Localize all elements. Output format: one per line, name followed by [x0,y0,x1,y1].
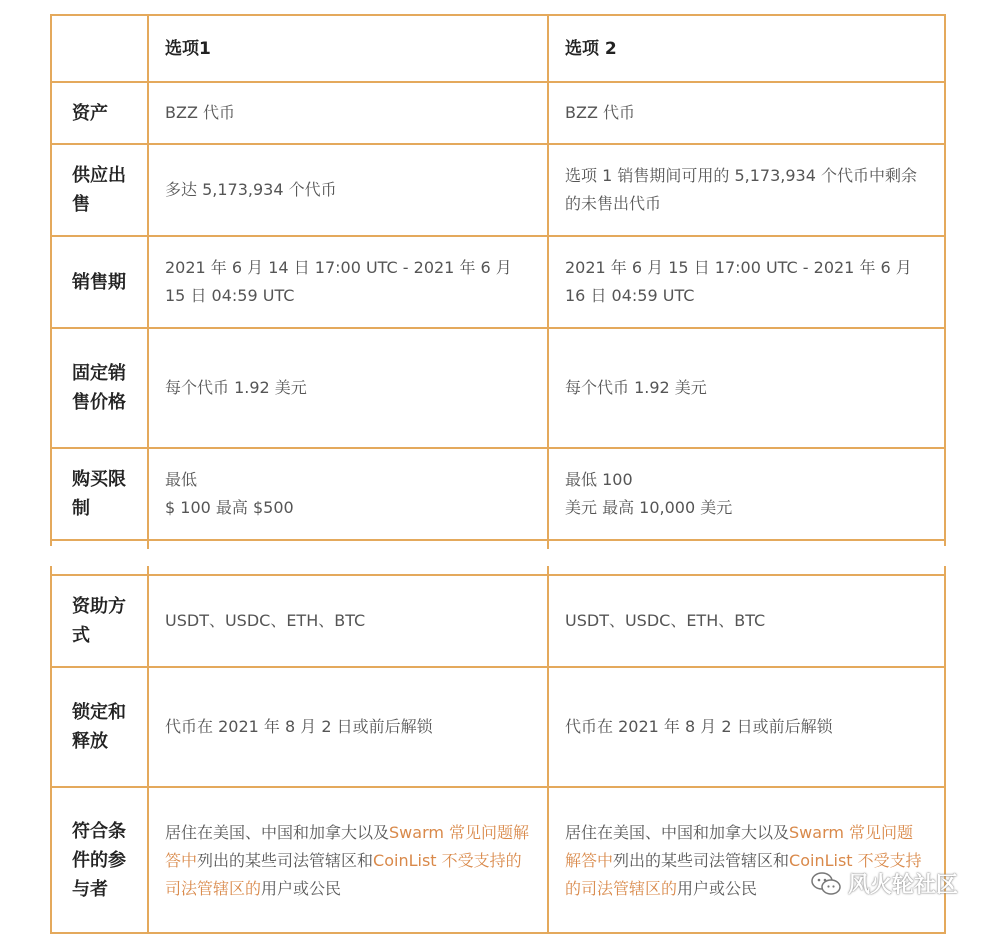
table-row [52,787,944,933]
swarm-faq-link[interactable]: Swarm 常见问题解答中 [165,822,530,870]
coinlist-unsupported-link[interactable]: CoinList 不受支持的司法管辖区的 [565,850,922,898]
row-label-funding: 资助方式 [52,575,148,667]
eligible-text: 用户或公民 [261,878,342,898]
limit-line: 最低 100 [565,470,633,489]
header-option-1: 选项1 [148,16,548,82]
cell-option-2 [548,448,944,540]
cell-option-1 [148,787,548,933]
watermark-text: 风火轮社区 [847,873,958,898]
eligible-text: 居住在美国、中国和加拿大以及 [165,822,390,842]
eligible-text: 用户或公民 [677,878,758,898]
table-header-row [52,16,944,82]
table-row [52,82,944,144]
watermark [810,868,958,899]
table-row [52,328,944,448]
wechat-icon [810,871,842,897]
table-row [52,575,944,667]
cell-option-1: 2021 年 6 月 14 日 17:00 UTC - 2021 年 6 月 15 日 04:59 UTC [148,236,548,328]
coinlist-unsupported-link[interactable]: CoinList 不受支持的司法管辖区的 [165,850,522,898]
cell-option-2: USDT、USDC、ETH、BTC [548,575,944,667]
sale-options-table [52,16,944,549]
table-row [52,144,944,236]
row-label-sale-period: 销售期 [52,236,148,328]
row-label-eligible: 符合条件的参与者 [52,787,148,933]
table-row [52,236,944,328]
limit-line: $ 100 最高 $500 [165,498,294,517]
table-panel-top [50,14,946,546]
row-label-lockup: 锁定和释放 [52,667,148,787]
eligible-text: 列出的某些司法管辖区和 [197,850,374,870]
cell-option-2: 代币在 2021 年 8 月 2 日或前后解锁 [548,667,944,787]
cell-option-2: BZZ 代币 [548,82,944,144]
cell-option-2: 每个代币 1.92 美元 [548,328,944,448]
row-label-fixed-price: 固定销售价格 [52,328,148,448]
table-row-stub [52,540,944,549]
cell-option-2 [548,787,944,933]
cell-option-1: 每个代币 1.92 美元 [148,328,548,448]
table-row-stub [52,566,944,575]
cell-option-2: 2021 年 6 月 15 日 17:00 UTC - 2021 年 6 月 16 日 04:59 UTC [548,236,944,328]
row-label-asset: 资产 [52,82,148,144]
cell-option-2: 选项 1 销售期间可用的 5,173,934 个代币中剩余的未售出代币 [548,144,944,236]
header-option-2: 选项 2 [548,16,944,82]
row-label-purchase-limit: 购买限制 [52,448,148,540]
row-label-supply: 供应出售 [52,144,148,236]
cell-option-1: BZZ 代币 [148,82,548,144]
cell-option-1 [148,448,548,540]
header-empty-cell [52,16,148,82]
table-row [52,667,944,787]
table-row [52,448,944,540]
eligible-text: 居住在美国、中国和加拿大以及 [565,822,790,842]
cell-option-1: USDT、USDC、ETH、BTC [148,575,548,667]
eligible-text: 列出的某些司法管辖区和 [613,850,790,870]
limit-line: 最低 [165,470,198,489]
cell-option-1: 代币在 2021 年 8 月 2 日或前后解锁 [148,667,548,787]
limit-line: 美元 最高 10,000 美元 [565,498,733,517]
swarm-faq-link[interactable]: Swarm 常见问题解答中 [565,822,914,870]
cell-option-1: 多达 5,173,934 个代币 [148,144,548,236]
